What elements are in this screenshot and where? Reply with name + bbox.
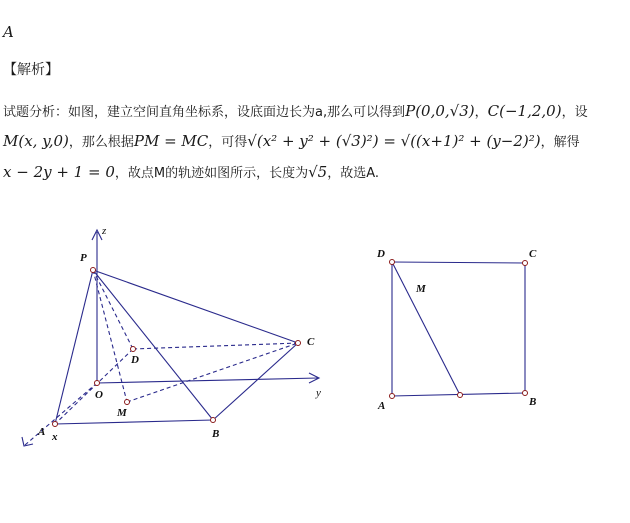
point-m xyxy=(125,400,130,405)
label-o: O xyxy=(95,389,103,401)
label-z: z xyxy=(102,225,107,237)
label-m: M xyxy=(117,407,127,419)
square-point-d xyxy=(390,260,395,265)
edge-cd xyxy=(133,343,298,349)
locus-equation: x − 2y + 1 = 0 xyxy=(3,163,115,181)
pm-equals-mc: PM = MC xyxy=(133,132,209,150)
edge-bc xyxy=(213,343,298,420)
square-label-c: C xyxy=(529,248,537,260)
square-label-d: D xyxy=(377,248,385,260)
pyramid-figure xyxy=(22,230,319,446)
label-p: P xyxy=(80,252,87,264)
point-p-coordinate: P(0,0,√3) xyxy=(405,102,475,120)
x-axis-arrow xyxy=(22,437,33,446)
edge-ab xyxy=(55,420,213,424)
line2-mid2: ，可得 xyxy=(208,135,248,150)
section-title: 【解析】 xyxy=(3,62,59,78)
edge-pb xyxy=(93,270,213,420)
edge-dc xyxy=(392,262,525,263)
line1-tail: ，设 xyxy=(561,105,588,120)
segment-mc xyxy=(127,343,298,402)
edge-pa xyxy=(55,270,93,424)
square-label-m: M xyxy=(416,283,426,295)
label-x: x xyxy=(52,431,58,443)
line1-intro: 试题分析：如图，建立空间直角坐标系，设底面边长为a,那么可以得到 xyxy=(3,105,406,120)
line1-separator: ， xyxy=(474,105,488,120)
point-b xyxy=(211,418,216,423)
line2-mid: ，那么根据 xyxy=(68,135,134,150)
square-label-a: A xyxy=(378,400,386,412)
line3-mid: ，故点M的轨迹如图所示，长度为 xyxy=(114,166,309,181)
label-a: A xyxy=(38,426,46,438)
answer-letter: A xyxy=(3,23,14,41)
line3-tail: ，故选A. xyxy=(327,166,380,181)
point-p xyxy=(91,268,96,273)
point-c-coordinate: C(−1,2,0) xyxy=(487,102,562,120)
label-y: y xyxy=(316,387,321,399)
distance-equation: √(x² + y² + (√3)²) = √((x+1)² + (y−2)²) xyxy=(247,132,541,150)
square-point-c xyxy=(523,261,528,266)
square-point-midpoint xyxy=(458,393,463,398)
x-axis-dashed xyxy=(25,383,97,445)
label-b: B xyxy=(212,428,220,440)
locus-length: √5 xyxy=(308,163,328,181)
point-m-coordinate: M(x, y,0) xyxy=(3,132,69,150)
edge-pc xyxy=(93,270,298,343)
y-axis xyxy=(97,378,318,383)
square-point-b xyxy=(523,391,528,396)
point-o xyxy=(95,381,100,386)
square-label-b: B xyxy=(529,396,537,408)
label-d: D xyxy=(131,354,139,366)
square-figure xyxy=(390,260,528,399)
point-d xyxy=(131,347,136,352)
line2-tail: ，解得 xyxy=(540,135,580,150)
point-c xyxy=(296,341,301,346)
label-c: C xyxy=(307,336,315,348)
square-point-a xyxy=(390,394,395,399)
locus-segment xyxy=(392,262,460,395)
point-a xyxy=(53,422,58,427)
